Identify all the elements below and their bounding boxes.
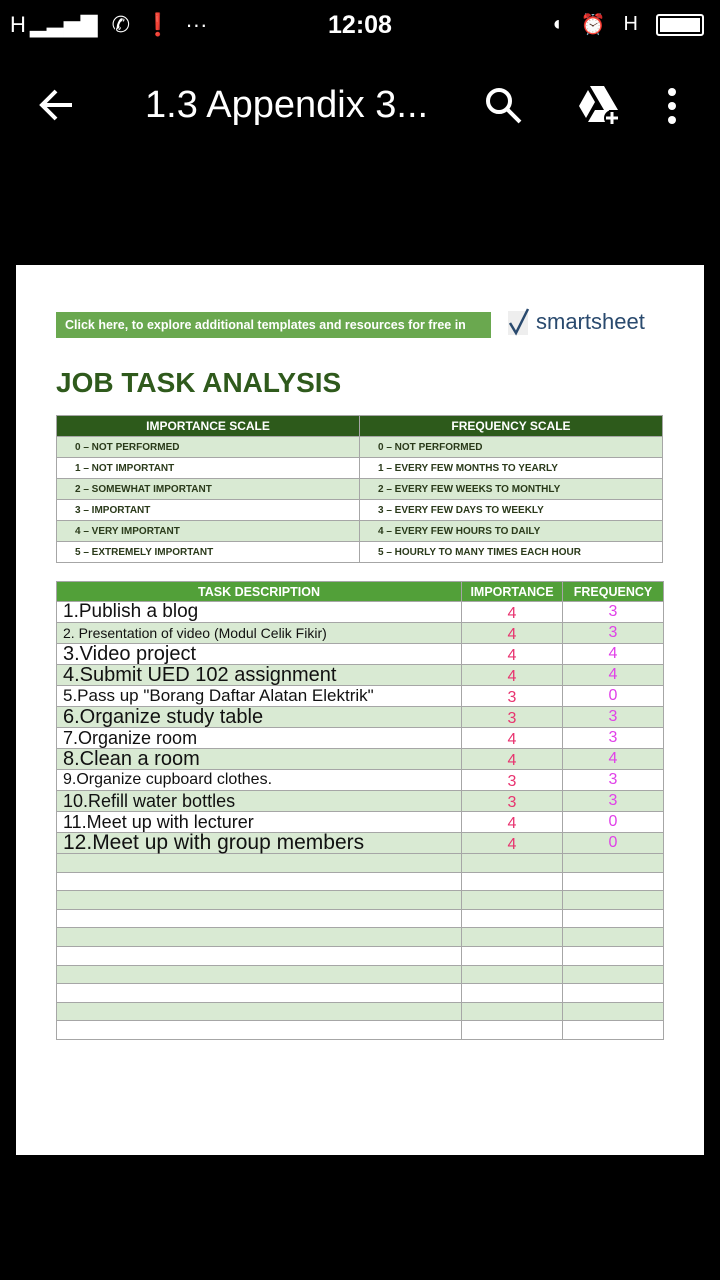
frequency-value[interactable]: 4: [563, 665, 664, 686]
importance-value[interactable]: 4: [462, 665, 563, 686]
importance-value[interactable]: 4: [462, 749, 563, 770]
importance-value[interactable]: 3: [462, 770, 563, 791]
empty-cell[interactable]: [563, 965, 664, 984]
task-description[interactable]: 1.Publish a blog: [57, 602, 462, 623]
empty-cell[interactable]: [462, 854, 563, 873]
importance-value[interactable]: 3: [462, 791, 563, 812]
scale-row: [57, 479, 663, 500]
importance-value[interactable]: 4: [462, 812, 563, 833]
frequency-scale-item: 2 – EVERY FEW WEEKS TO MONTHLY: [360, 479, 663, 500]
task-description[interactable]: 6.Organize study table: [57, 707, 462, 728]
checkmark-icon: [506, 307, 532, 337]
importance-value[interactable]: 3: [462, 707, 563, 728]
empty-cell[interactable]: [563, 928, 664, 947]
importance-value[interactable]: 4: [462, 644, 563, 665]
task-description[interactable]: 7.Organize room: [57, 728, 462, 749]
frequency-value[interactable]: 0: [563, 833, 664, 854]
task-row: [57, 812, 664, 833]
empty-cell[interactable]: [462, 872, 563, 891]
empty-cell[interactable]: [462, 891, 563, 910]
empty-cell[interactable]: [57, 928, 462, 947]
frequency-scale-header: FREQUENCY SCALE: [360, 416, 663, 437]
signal-icon: ▂▃▅▇: [29, 12, 98, 37]
templates-banner-link[interactable]: Click here, to explore additional templates and resources for free in: [56, 312, 491, 338]
status-bar: [0, 0, 720, 50]
empty-cell[interactable]: [563, 854, 664, 873]
frequency-value[interactable]: 4: [563, 749, 664, 770]
task-row: [57, 833, 664, 854]
document-page: [16, 265, 704, 1155]
frequency-value[interactable]: 3: [563, 770, 664, 791]
empty-cell[interactable]: [57, 909, 462, 928]
empty-task-row: [57, 946, 664, 965]
logo-text: smartsheet: [536, 309, 645, 334]
frequency-value[interactable]: 4: [563, 644, 664, 665]
task-row: [57, 749, 664, 770]
importance-scale-item: 1 – NOT IMPORTANT: [57, 458, 360, 479]
empty-task-row: [57, 928, 664, 947]
task-description[interactable]: 3.Video project: [57, 644, 462, 665]
smartsheet-logo[interactable]: [506, 307, 645, 337]
frequency-scale-item: 5 – HOURLY TO MANY TIMES EACH HOUR: [360, 542, 663, 563]
empty-cell[interactable]: [57, 984, 462, 1003]
alarm-icon: ⏰: [580, 14, 606, 36]
empty-cell[interactable]: [57, 1021, 462, 1040]
importance-value[interactable]: 4: [462, 728, 563, 749]
empty-cell[interactable]: [462, 984, 563, 1003]
add-to-drive-icon[interactable]: [576, 84, 622, 126]
frequency-value[interactable]: 3: [563, 602, 664, 623]
frequency-value[interactable]: 3: [563, 623, 664, 644]
search-icon[interactable]: [484, 86, 524, 126]
task-row: [57, 791, 664, 812]
network-type: H: [10, 12, 26, 37]
scale-row: [57, 458, 663, 479]
empty-task-row: [57, 854, 664, 873]
importance-scale-item: 0 – NOT PERFORMED: [57, 437, 360, 458]
task-row: [57, 644, 664, 665]
page-title: JOB TASK ANALYSIS: [56, 367, 342, 398]
task-row: [57, 602, 664, 623]
task-row: [57, 686, 664, 707]
frequency-value[interactable]: 3: [563, 728, 664, 749]
importance-scale-item: 5 – EXTREMELY IMPORTANT: [57, 542, 360, 563]
empty-cell[interactable]: [563, 984, 664, 1003]
scale-row: [57, 521, 663, 542]
empty-task-row: [57, 984, 664, 1003]
empty-cell[interactable]: [462, 965, 563, 984]
task-row: [57, 707, 664, 728]
task-description[interactable]: 5.Pass up "Borang Daftar Alatan Elektrik": [57, 686, 462, 707]
task-row: [57, 770, 664, 791]
more-options-icon[interactable]: [664, 86, 680, 126]
empty-cell[interactable]: [462, 928, 563, 947]
scale-row: [57, 437, 663, 458]
frequency-value[interactable]: 3: [563, 707, 664, 728]
document-title: 1.3 Appendix 3...: [145, 84, 429, 126]
empty-cell[interactable]: [57, 946, 462, 965]
scale-row: [57, 500, 663, 521]
alert-icon: ❗: [144, 12, 172, 37]
importance-value[interactable]: 3: [462, 686, 563, 707]
empty-task-row: [57, 1002, 664, 1021]
frequency-value[interactable]: 3: [563, 791, 664, 812]
empty-cell[interactable]: [563, 872, 664, 891]
task-row: [57, 623, 664, 644]
app-bar: [0, 60, 720, 150]
empty-cell[interactable]: [462, 1002, 563, 1021]
importance-value[interactable]: 4: [462, 623, 563, 644]
importance-value[interactable]: 4: [462, 602, 563, 623]
empty-task-row: [57, 891, 664, 910]
frequency-value[interactable]: 0: [563, 686, 664, 707]
empty-cell[interactable]: [57, 891, 462, 910]
empty-task-row: [57, 872, 664, 891]
frequency-scale-item: 1 – EVERY FEW MONTHS TO YEARLY: [360, 458, 663, 479]
battery-icon: [656, 14, 704, 36]
task-description[interactable]: 9.Organize cupboard clothes.: [57, 770, 462, 791]
empty-cell[interactable]: [563, 1002, 664, 1021]
frequency-scale-item: 3 – EVERY FEW DAYS TO WEEKLY: [360, 500, 663, 521]
whatsapp-icon: ✆: [111, 12, 131, 37]
importance-scale-item: 4 – VERY IMPORTANT: [57, 521, 360, 542]
empty-cell[interactable]: [462, 909, 563, 928]
empty-task-row: [57, 909, 664, 928]
empty-cell[interactable]: [57, 965, 462, 984]
moon-icon: ◖: [550, 13, 563, 35]
empty-cell[interactable]: [57, 1002, 462, 1021]
scale-table: [56, 415, 663, 563]
empty-cell[interactable]: [563, 891, 664, 910]
importance-scale-item: 2 – SOMEWHAT IMPORTANT: [57, 479, 360, 500]
task-description[interactable]: 10.Refill water bottles: [57, 791, 462, 812]
empty-cell[interactable]: [462, 1021, 563, 1040]
task-description[interactable]: 8.Clean a room: [57, 749, 462, 770]
importance-scale-header: IMPORTANCE SCALE: [57, 416, 360, 437]
empty-cell[interactable]: [57, 854, 462, 873]
clock: 12:08: [328, 11, 392, 39]
empty-task-row: [57, 1021, 664, 1040]
frequency-scale-item: 4 – EVERY FEW HOURS TO DAILY: [360, 521, 663, 542]
frequency-header: FREQUENCY: [563, 582, 664, 602]
task-description[interactable]: 2. Presentation of video (Modul Celik Fikir): [57, 623, 462, 644]
task-description-header: TASK DESCRIPTION: [57, 582, 462, 602]
network-type-right: H: [623, 13, 638, 35]
task-description[interactable]: 4.Submit UED 102 assignment: [57, 665, 462, 686]
task-description[interactable]: 12.Meet up with group members: [57, 833, 462, 854]
empty-cell[interactable]: [563, 909, 664, 928]
frequency-value[interactable]: 0: [563, 812, 664, 833]
task-description[interactable]: 11.Meet up with lecturer: [57, 812, 462, 833]
task-row: [57, 728, 664, 749]
empty-task-row: [57, 965, 664, 984]
back-arrow-icon[interactable]: [38, 88, 74, 122]
more-notifications-icon: ···: [185, 12, 208, 37]
importance-header: IMPORTANCE: [462, 582, 563, 602]
importance-value[interactable]: 4: [462, 833, 563, 854]
empty-cell[interactable]: [563, 1021, 664, 1040]
task-table: [56, 581, 664, 1040]
empty-cell[interactable]: [563, 946, 664, 965]
importance-scale-item: 3 – IMPORTANT: [57, 500, 360, 521]
scale-row: [57, 542, 663, 563]
empty-cell[interactable]: [462, 946, 563, 965]
frequency-scale-item: 0 – NOT PERFORMED: [360, 437, 663, 458]
task-row: [57, 665, 664, 686]
empty-cell[interactable]: [57, 872, 462, 891]
